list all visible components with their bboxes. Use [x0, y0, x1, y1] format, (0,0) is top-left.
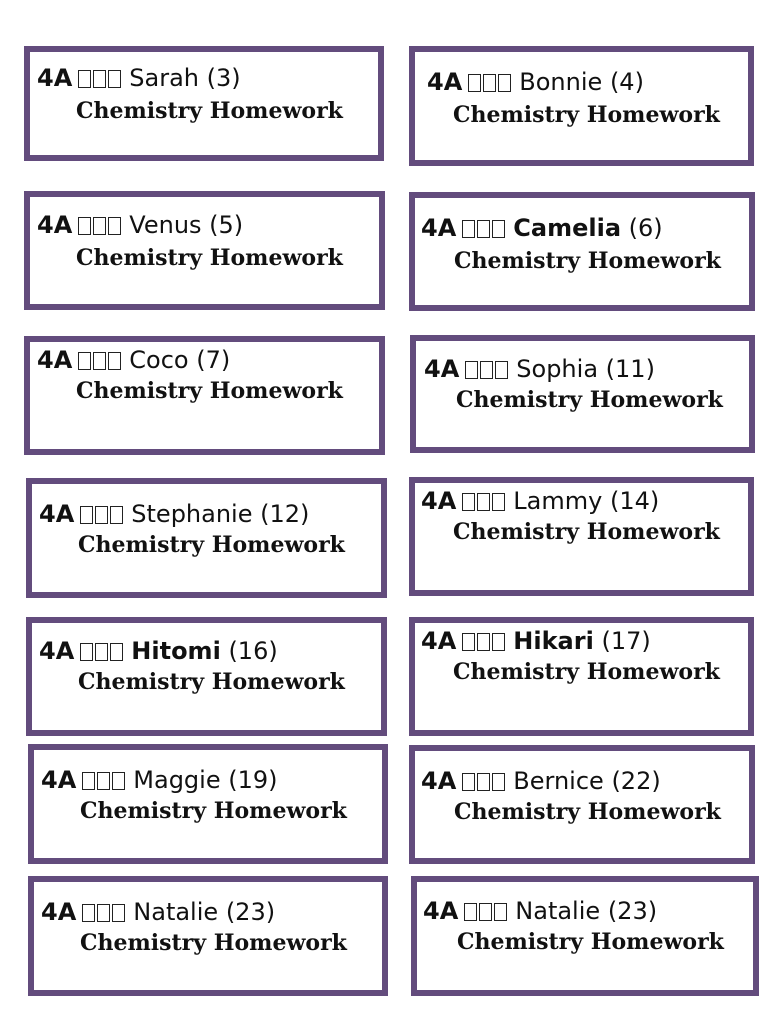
student-line: [41, 898, 275, 926]
name-label: [26, 478, 387, 598]
missing-glyph-icon: [462, 214, 507, 242]
class-code: 4A: [421, 627, 457, 655]
student-name: Stephanie: [131, 500, 253, 528]
subject-title: Chemistry Homework: [78, 669, 345, 695]
student-number: (5): [209, 211, 244, 239]
name-label: [409, 46, 754, 166]
subject-title: Chemistry Homework: [453, 519, 720, 545]
missing-glyph-icon: [464, 897, 509, 925]
student-number: (3): [206, 64, 241, 92]
class-code: 4A: [39, 500, 75, 528]
class-code: 4A: [421, 767, 457, 795]
class-code: 4A: [423, 897, 459, 925]
missing-glyph-icon: [82, 898, 127, 926]
missing-glyph-icon: [465, 355, 510, 383]
student-name: Sarah: [129, 64, 200, 92]
missing-glyph-icon: [462, 487, 507, 515]
student-line: [421, 627, 651, 655]
student-number: (23): [607, 897, 658, 925]
student-number: (17): [601, 627, 651, 655]
class-code: 4A: [41, 766, 77, 794]
missing-glyph-icon: [80, 500, 125, 528]
student-line: [41, 766, 278, 794]
subject-title: Chemistry Homework: [454, 799, 721, 825]
missing-glyph-icon: [80, 637, 125, 665]
subject-title: Chemistry Homework: [457, 929, 724, 955]
student-line: [421, 767, 661, 795]
student-name: Lammy: [513, 487, 603, 515]
name-label: [26, 617, 387, 736]
class-code: 4A: [427, 68, 463, 96]
student-number: (7): [196, 346, 231, 374]
name-label: [411, 876, 759, 996]
class-code: 4A: [424, 355, 460, 383]
student-number: (14): [609, 487, 660, 515]
missing-glyph-icon: [462, 767, 507, 795]
missing-glyph-icon: [78, 346, 123, 374]
student-line: [37, 346, 230, 374]
student-name: Sophia: [516, 355, 599, 383]
subject-title: Chemistry Homework: [76, 378, 343, 404]
class-code: 4A: [37, 346, 73, 374]
name-label: [409, 617, 754, 736]
student-name: Venus: [129, 211, 202, 239]
subject-title: Chemistry Homework: [76, 245, 343, 271]
subject-title: Chemistry Homework: [453, 659, 720, 685]
subject-title: Chemistry Homework: [78, 532, 345, 558]
student-name: Maggie: [133, 766, 221, 794]
student-name: Bernice: [513, 767, 604, 795]
class-code: 4A: [39, 637, 75, 665]
class-code: 4A: [37, 64, 73, 92]
name-label: [24, 336, 385, 455]
student-number: (12): [260, 500, 310, 528]
missing-glyph-icon: [82, 766, 127, 794]
class-code: 4A: [37, 211, 73, 239]
student-name: Camelia: [513, 214, 622, 242]
student-number: (16): [228, 637, 278, 665]
student-line: [39, 637, 278, 665]
name-label: [24, 46, 384, 161]
student-line: [421, 487, 659, 515]
student-name: Hitomi: [131, 637, 221, 665]
student-name: Hikari: [513, 627, 594, 655]
subject-title: Chemistry Homework: [80, 930, 347, 956]
class-code: 4A: [41, 898, 77, 926]
name-label: [409, 745, 755, 864]
missing-glyph-icon: [468, 68, 513, 96]
student-number: (22): [611, 767, 661, 795]
student-number: (19): [228, 766, 278, 794]
student-name: Coco: [129, 346, 189, 374]
subject-title: Chemistry Homework: [80, 798, 347, 824]
student-line: [424, 355, 655, 383]
student-name: Natalie: [133, 898, 219, 926]
student-line: [39, 500, 309, 528]
name-label: [28, 876, 388, 996]
subject-title: Chemistry Homework: [453, 102, 720, 128]
missing-glyph-icon: [78, 64, 123, 92]
name-label: [409, 477, 754, 596]
student-line: [427, 68, 644, 96]
subject-title: Chemistry Homework: [456, 387, 723, 413]
class-code: 4A: [421, 487, 457, 515]
student-number: (4): [609, 68, 644, 96]
name-label: [28, 744, 388, 864]
name-label: [410, 335, 755, 453]
student-number: (11): [605, 355, 655, 383]
name-label: [409, 192, 755, 311]
student-name: Bonnie: [519, 68, 603, 96]
student-line: [421, 214, 663, 242]
missing-glyph-icon: [78, 211, 123, 239]
name-label: [24, 191, 385, 310]
class-code: 4A: [421, 214, 457, 242]
student-line: [423, 897, 657, 925]
student-name: Natalie: [515, 897, 601, 925]
student-number: (6): [628, 214, 663, 242]
student-line: [37, 211, 243, 239]
missing-glyph-icon: [462, 627, 507, 655]
subject-title: Chemistry Homework: [454, 248, 721, 274]
student-number: (23): [225, 898, 276, 926]
subject-title: Chemistry Homework: [76, 98, 343, 124]
student-line: [37, 64, 241, 92]
